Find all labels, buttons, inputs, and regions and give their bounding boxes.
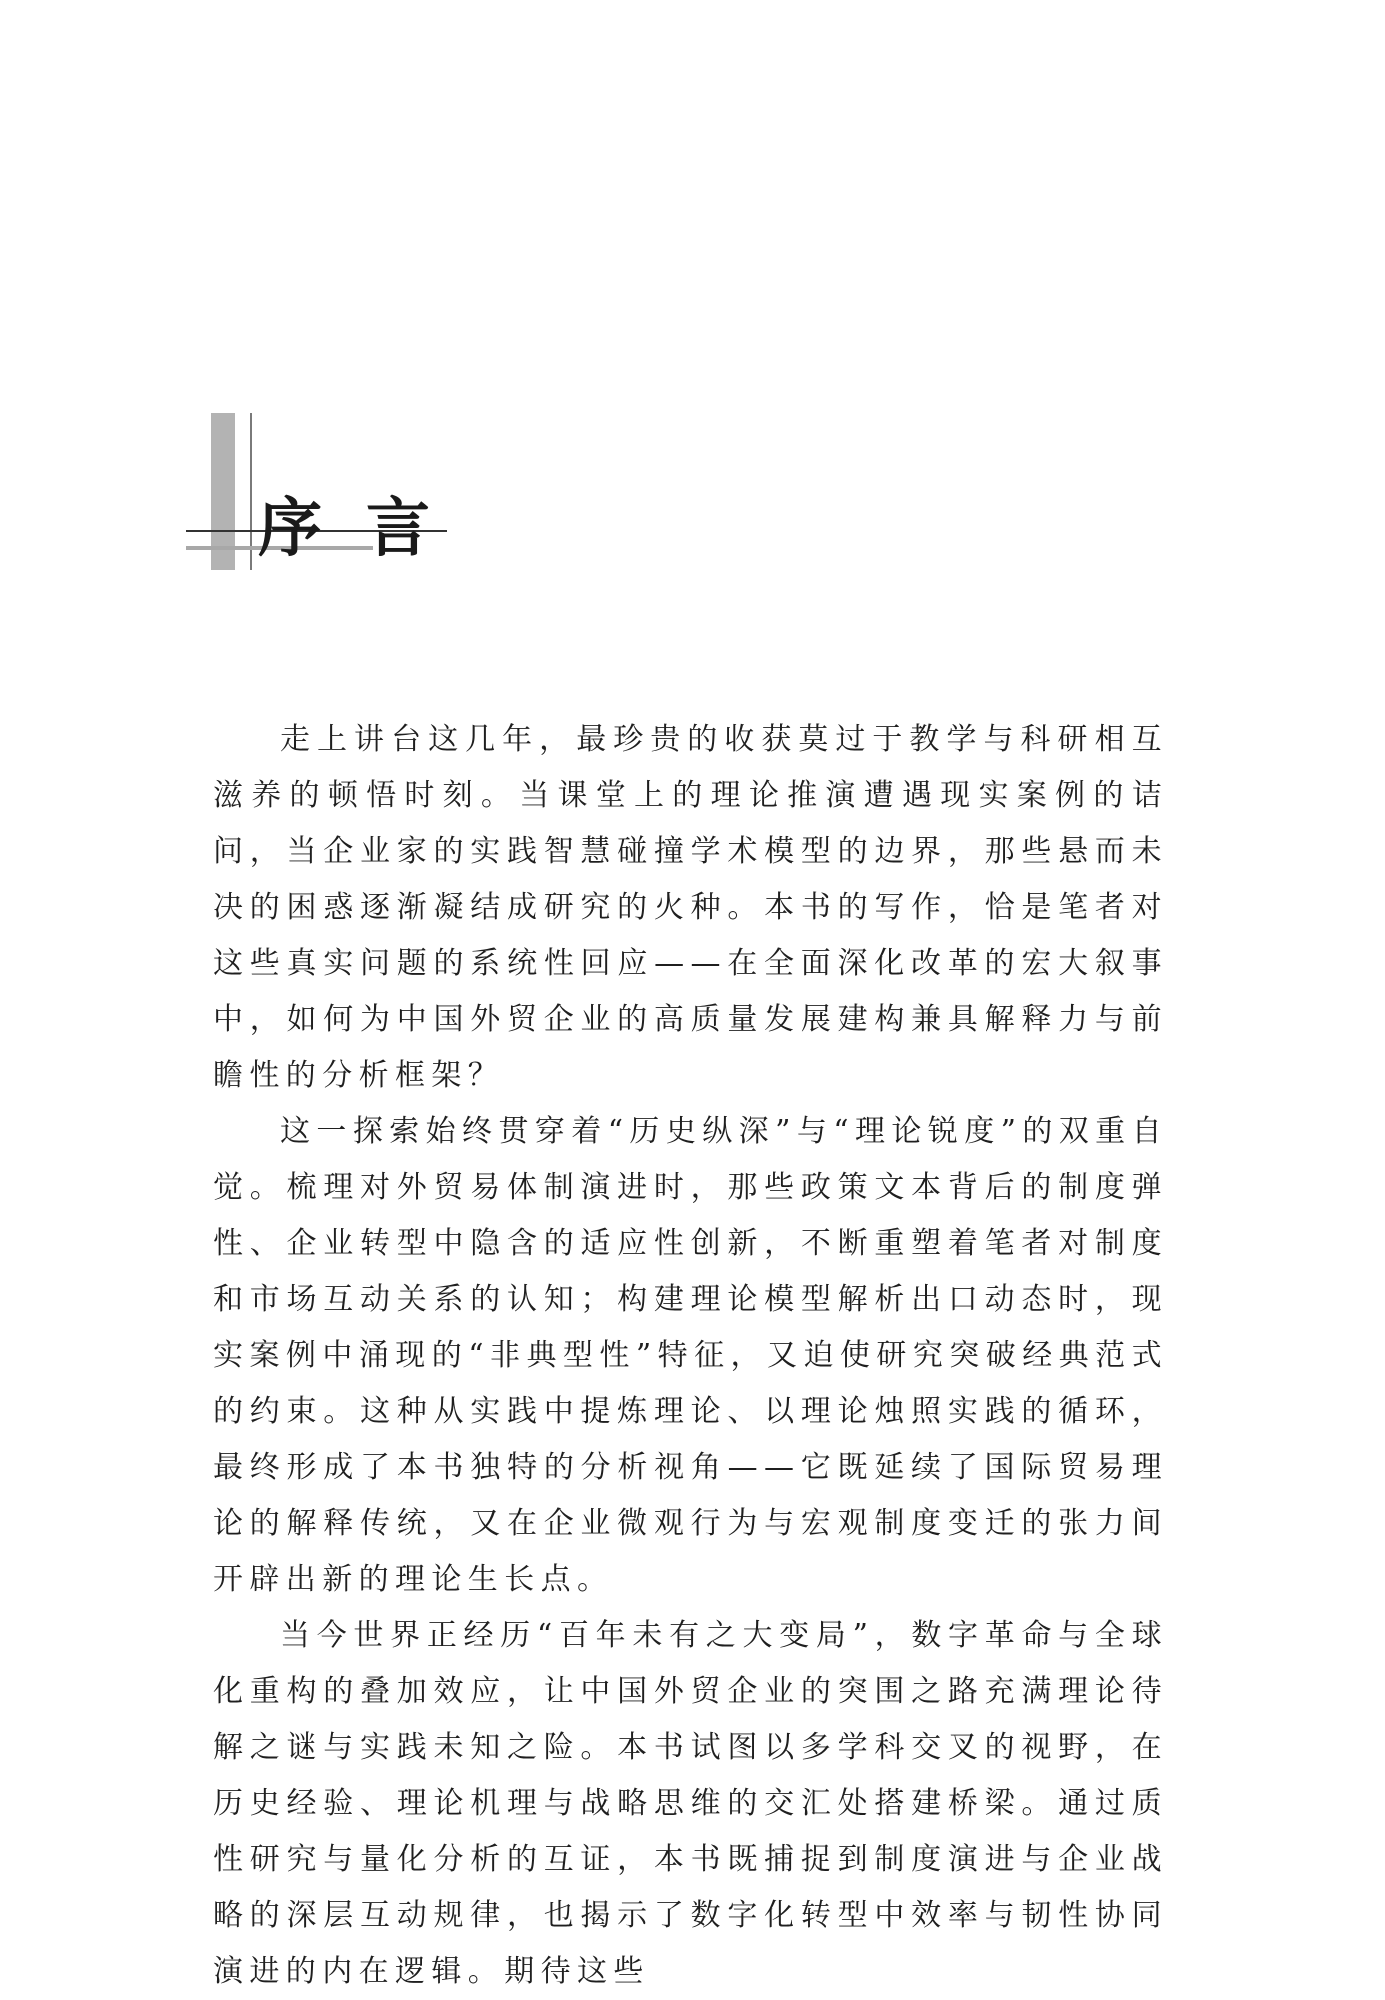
- paragraph-3: 当今世界正经历“百年未有之大变局”，数字革命与全球化重构的叠加效应，让中国外贸企业的突围之路充满理论待解之谜与实践未知之险。本书试图以多学科交叉的视野，在历史经验、理论机理与战略思维的交汇处搭建桥梁。通过质性研究与量化分析的互证，本书既捕捉到制度演进与企业战略的深层互动规律，也揭示了数字化转型中效率与韧性协同演进的内在逻辑。期待这些: [213, 1618, 1168, 1989]
- paragraph-1: 走上讲台这几年，最珍贵的收获莫过于教学与科研相互滋养的顿悟时刻。当课堂上的理论推演遭遇现实案例的诘问，当企业家的实践智慧碰撞学术模型的边界，那些悬而未决的困惑逐渐凝结成研究的火种。本书的写作，恰是笔者对这些真实问题的系统性回应——在全面深化改革的宏大叙事中，如何为中国外贸企业的高质量发展建构兼具解释力与前瞻性的分析框架？: [213, 722, 1168, 1093]
- page-title: 序言: [258, 490, 474, 566]
- preface-body: [213, 712, 1168, 2000]
- paragraph-2: 这一探索始终贯穿着“历史纵深”与“理论锐度”的双重自觉。梳理对外贸易体制演进时，那些政策文本背后的制度弹性、企业转型中隐含的适应性创新，不断重塑着笔者对制度和市场互动关系的认知；构建理论模型解析出口动态时，现实案例中涌现的“非典型性”特征，又迫使研究突破经典范式的约束。这种从实践中提炼理论、以理论烛照实践的循环，最终形成了本书独特的分析视角——它既延续了国际贸易理论的解释传统，又在企业微观行为与宏观制度变迁的张力间开辟出新的理论生长点。: [213, 1114, 1168, 1597]
